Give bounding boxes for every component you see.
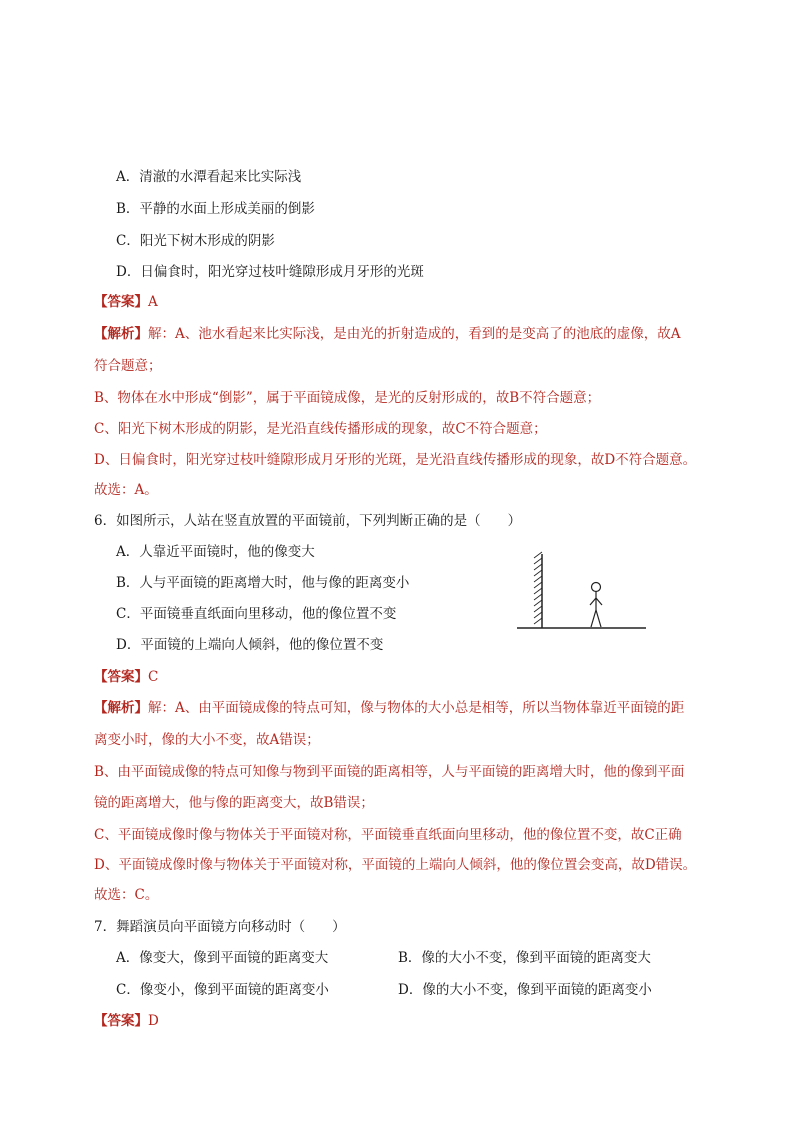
q7-option-a: A．像变大，像到平面镜的距离变大 — [116, 950, 329, 966]
q6-answer-line — [94, 668, 158, 686]
answer-tag: 【答案】 — [94, 669, 148, 685]
q7-option-d: D．像的大小不变，像到平面镜的距离变小 — [398, 982, 652, 998]
q5-option-c: C．阳光下树木形成的阴影 — [116, 233, 275, 249]
q6-option-b: B．人与平面镜的距离增大时，他与像的距离变小 — [116, 575, 410, 591]
q6-stem: 6．如图所示，人站在竖直放置的平面镜前，下列判断正确的是（ ） — [94, 513, 522, 529]
analysis-tag: 【解析】 — [94, 700, 148, 716]
q6-option-a: A．人靠近平面镜时，他的像变大 — [116, 544, 315, 560]
q7-answer-line — [94, 1012, 159, 1030]
q5-option-a: A．清澈的水潭看起来比实际浅 — [116, 169, 302, 185]
q7-answer: D — [148, 1013, 159, 1029]
mirror-figure — [512, 548, 652, 634]
q6-analysis-line-1 — [94, 699, 684, 717]
plane-mirror — [534, 552, 542, 628]
q7-option-b: B．像的大小不变，像到平面镜的距离变大 — [398, 950, 651, 966]
q7-stem: 7．舞蹈演员向平面镜方向移动时（ ） — [94, 919, 346, 935]
q6-option-d: D．平面镜的上端向人倾斜，他的像位置不变 — [116, 637, 384, 653]
analysis-tag: 【解析】 — [94, 326, 148, 342]
q5-analysis-line-5: D、日偏食时，阳光穿过枝叶缝隙形成月牙形的光斑，是光沿直线传播形成的现象，故D不符合题意。 — [94, 452, 697, 468]
q5-analysis-line-3: B、物体在水中形成“倒影”，属于平面镜成像，是光的反射形成的，故B不符合题意； — [94, 390, 601, 406]
q5-option-b: B．平静的水面上形成美丽的倒影 — [116, 201, 315, 217]
q6-option-c: C．平面镜垂直纸面向里移动，他的像位置不变 — [116, 606, 397, 622]
q6-analysis-line-5: C、平面镜成像时像与物体关于平面镜对称，平面镜垂直纸面向里移动，他的像位置不变，故C正确 — [94, 827, 682, 843]
q6-analysis-line-3: B、由平面镜成像的特点可知像与物到平面镜的距离相等，人与平面镜的距离增大时，他的像到平面 — [94, 764, 685, 780]
q6-analysis-line-4: 镜的距离增大，他与像的距离变大，故B错误； — [94, 795, 374, 811]
q5-analysis-line-6: 故选：A。 — [94, 482, 158, 498]
q6-analysis-line-2: 离变小时，像的大小不变，故A错误； — [94, 732, 320, 748]
q5-answer-line — [94, 293, 158, 311]
q5-analysis-line-1 — [94, 325, 681, 343]
q5-analysis-line-2: 符合题意； — [94, 358, 162, 374]
q6-analysis-line-6: D、平面镜成像时像与物体关于平面镜对称，平面镜的上端向人倾斜，他的像位置会变高，故D错误。 — [94, 857, 697, 873]
person-stick-figure — [590, 583, 602, 628]
q7-option-c: C．像变小，像到平面镜的距离变小 — [116, 982, 329, 998]
q5-option-d: D．日偏食时，阳光穿过枝叶缝隙形成月牙形的光斑 — [116, 264, 424, 280]
q6-analysis-line-7: 故选：C。 — [94, 887, 159, 903]
q6-answer: C — [148, 669, 159, 685]
answer-tag: 【答案】 — [94, 1013, 148, 1029]
q5-answer: A — [148, 294, 158, 310]
q6-analysis-text-1: 解：A、由平面镜成像的特点可知，像与物体的大小总是相等，所以当物体靠近平面镜的距 — [148, 700, 685, 716]
answer-tag: 【答案】 — [94, 294, 148, 310]
q5-analysis-line-4: C、阳光下树木形成的阴影，是光沿直线传播形成的现象，故C不符合题意； — [94, 421, 547, 437]
q5-analysis-text-1: 解：A、池水看起来比实际浅，是由光的折射造成的，看到的是变高了的池底的虚像，故A — [148, 326, 681, 342]
